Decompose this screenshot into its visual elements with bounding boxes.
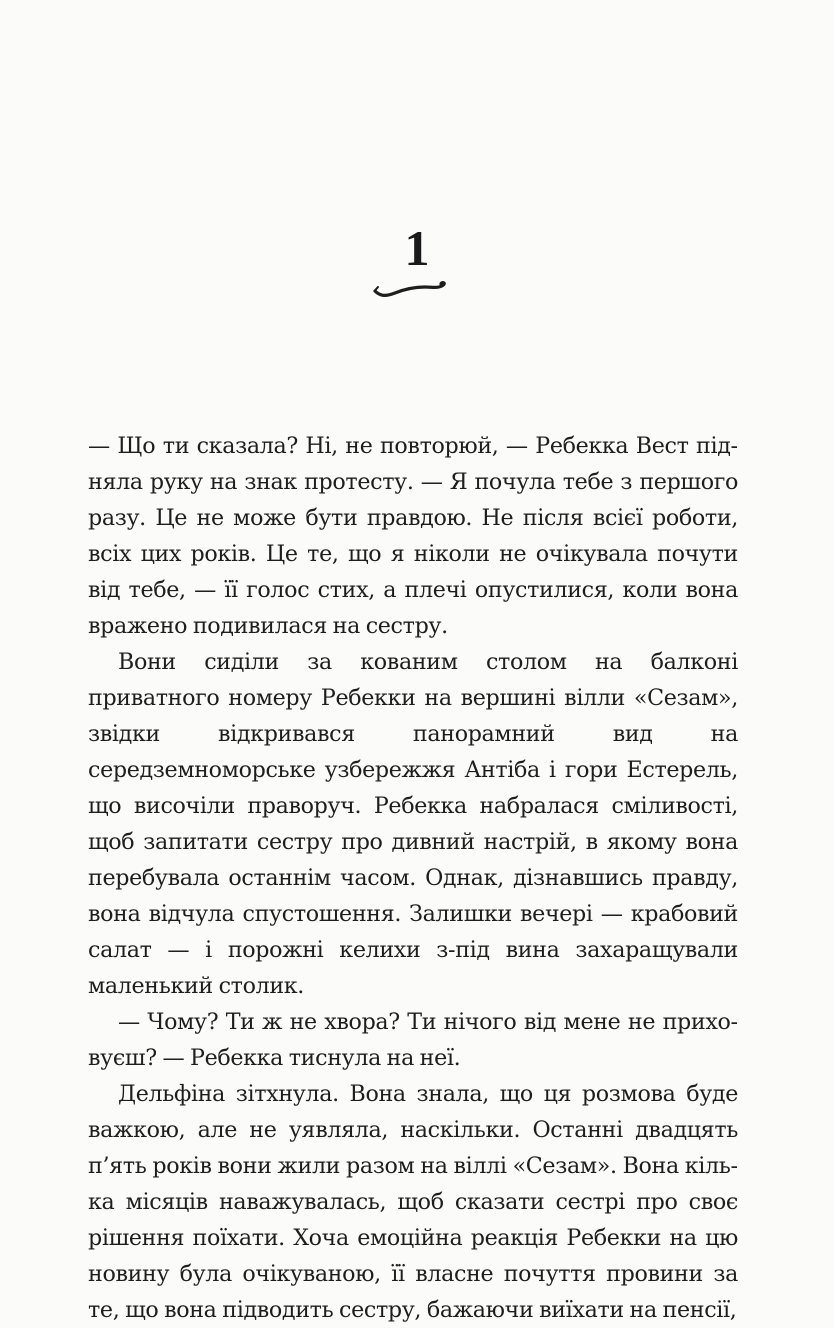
swash-ornament-icon [371,276,451,298]
chapter-body [88,428,738,1328]
paragraph-2: Вони сиділи за кованим столом на балконі приватного номеру Ребекки на вершині вілли «Сезам», звідки відкривався панорамний вид на середземноморське узбережжя Антіба і гори Естерель, що височіли праворуч. Ребекка набралася сміливості, щоб запитати сестру про дивний настрій, в якому вона перебувала останнім часом. Однак, дізнавшись правду, вона відчула спустошення. Залишки вечері — крабовий салат — і порожні келихи з-під вина захаращували маленький столик. [88,649,738,999]
paragraph-4: Дельфіна зітхнула. Вона знала, що ця розмова буде важкою, але не уявляла, наскільки. Останні двадцять п’ять років вони жили разом на віллі «Сезам». Вона кілька місяців наважувалась, щоб сказати сестрі про своє рішення поїхати. Хоча емоційна реакція Ребекки на цю новину була очікуваною, її власне почуття провини за те, що вона підводить сестру, бажаючи виїхати на пенсії, [88,1081,738,1323]
paragraph-3: — Чому? Ти ж не хвора? Ти нічого від мене не приховуєш? — Ребекка тиснула на неї. [88,1009,738,1071]
paragraph-1: — Що ти сказала? Ні, не повторюй, — Ребекка Вест підняла руку на знак протесту. — Я почула тебе з першого разу. Це не може бути правдою. Не після всієї роботи, всіх цих років. Це те, що я ніколи не очікувала почути від тебе, — її голос стих, а плечі опустилися, коли вона вражено подивилася на сестру. [88,433,738,639]
chapter-number: 1 [404,220,430,276]
